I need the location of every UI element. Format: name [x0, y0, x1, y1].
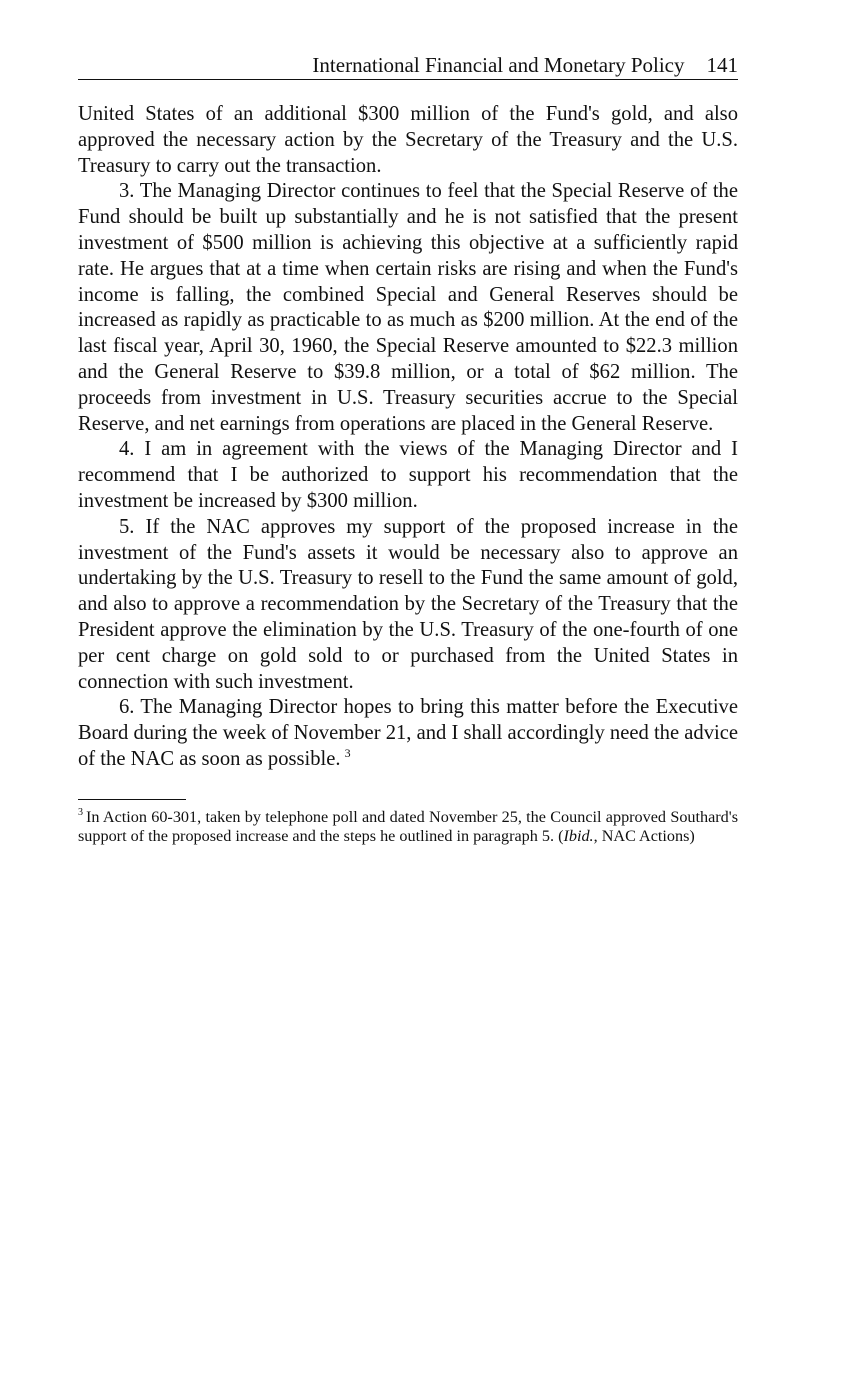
paragraph-5: 5. If the NAC approves my support of the proposed increase in the investment of the Fund's assets it would be necessary also to approve an undertaking by the U.S. Treasury to resell to the Fund the same amount of gold, and also to approve a recommendation by the Secretary of the Treasury that the President approve the elimination by the U.S. Treasury of the one-fourth of one per cent charge on gold sold to or purchased from the United States in connection with such investment.: [78, 515, 738, 693]
footnote-divider: [78, 799, 186, 800]
footnote-text-start: In Action 60-301, taken by telephone poll and dated November 25, the Council approved Southard's support of the proposed increase and the steps he outlined in paragraph 5. (: [78, 807, 738, 846]
document-page: [78, 52, 738, 847]
running-header: [78, 52, 738, 80]
paragraph-6: [78, 695, 738, 772]
footnote-text-end: , NAC Actions): [593, 827, 695, 846]
footnote-italic-ibid: Ibid.: [563, 827, 594, 846]
paragraph-3: 3. The Managing Director continues to feel that the Special Reserve of the Fund should be built up substantially and he is not satisfied that the present investment of $500 million is achieving this objective at a sufficiently rapid rate. He argues that at a time when certain risks are rising and when the Fund's income is falling, the combined Special and General Reserves should be increased as rapidly as practicable to as much as $200 million. At the end of the last fiscal year, April 30, 1960, the Special Reserve amounted to $22.3 million and the General Reserve to $39.8 million, or a total of $62 million. The proceeds from investment in U.S. Treasury securities accrue to the Special Reserve, and net earnings from operations are placed in the General Reserve.: [78, 180, 738, 435]
footnote-mark: 3: [78, 807, 83, 819]
paragraph-6-text: 6. The Managing Director hopes to bring this matter before the Executive Board during the week of November 21, and I shall accordingly need the advice of the NAC as soon as possible.: [78, 696, 738, 770]
page-number: 141: [706, 53, 738, 77]
running-title: International Financial and Monetary Policy: [312, 53, 685, 77]
footnote-reference: 3: [344, 746, 351, 761]
paragraph-continuation: United States of an additional $300 million of the Fund's gold, and also approved the necessary action by the Secretary of the Treasury and the U.S. Treasury to carry out the transaction.: [78, 103, 738, 177]
footnote: [78, 808, 738, 847]
body-text: [78, 102, 738, 773]
paragraph-4: 4. I am in agreement with the views of the Managing Director and I recommend that I be authorized to support his recommendation that the investment be increased by $300 million.: [78, 438, 738, 512]
